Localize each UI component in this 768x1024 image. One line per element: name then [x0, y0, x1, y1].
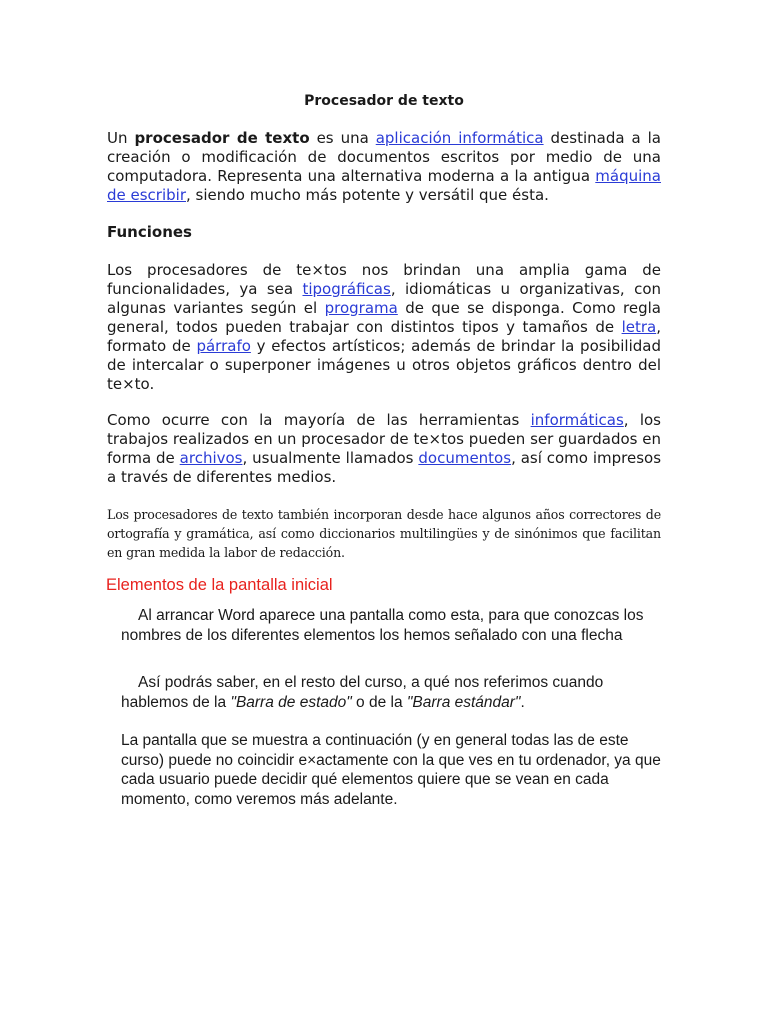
italic-term: "Barra de estado" — [230, 693, 352, 711]
text: Los procesadores de te×tos nos brindan una amplia gama de funcionalidades, ya sea — [107, 261, 661, 298]
text: Al arrancar Word aparece una pantalla como esta, para que conozcas los nombres de los diferentes elementos los hemos señalado con una flecha — [121, 607, 644, 644]
italic-term: "Barra estándar" — [406, 693, 521, 711]
heading-elementos: Elementos de la pantalla inicial — [106, 576, 333, 594]
link-parrafo[interactable]: párrafo — [196, 337, 251, 355]
text: o de la — [351, 693, 407, 711]
text: y efectos artísticos; además de brindar la posibilidad de intercalar o superponer imágenes u otros objetos gráficos dentro del te×to. — [107, 337, 661, 393]
text: de que se disponga. Como regla general, todos pueden trabajar con distintos tipos y tamaños de — [107, 299, 661, 336]
text: , idiomáticas u organizativas, con algunas variantes según el — [107, 280, 662, 317]
text: , usualmente llamados — [242, 449, 419, 467]
text: , formato de — [107, 318, 661, 355]
text: destinada a la creación o modificación de documentos escritos por medio de una computadora. Representa una alternativa moderna a la antigua — [107, 129, 661, 185]
bold-term: procesador de texto — [134, 129, 310, 147]
paragraph-arrancar-word — [121, 606, 666, 645]
heading-funciones: Funciones — [107, 223, 192, 241]
text: es una — [309, 129, 376, 147]
link-maquina-de-escribir[interactable]: máquina de escribir — [107, 167, 661, 204]
text: , así como impresos a través de diferentes medios. — [107, 449, 662, 486]
text: Un — [107, 129, 135, 147]
paragraph-barras — [121, 673, 666, 712]
text: , siendo mucho más potente y versátil que ésta. — [186, 186, 549, 204]
paragraph-intro — [107, 129, 661, 205]
link-informaticas[interactable]: informáticas — [530, 411, 624, 429]
page-title: Procesador de texto — [304, 93, 464, 109]
paragraph-pantalla: La pantalla que se muestra a continuación (y en general todas las de este curso) puede no coincidir e×actamente con la que ves en tu ordenador, ya que cada usuario puede decidir qué elementos quiere que se vean en cada momento, como veremos más adelante. — [121, 732, 661, 808]
text: Como ocurre con la mayoría de las herramientas — [107, 411, 531, 429]
link-archivos[interactable]: archivos — [179, 449, 243, 467]
link-programa[interactable]: programa — [324, 299, 398, 317]
link-aplicacion-informatica[interactable]: aplicación informática — [375, 129, 544, 147]
text: Así podrás saber, en el resto del curso, a qué nos referimos cuando hablemos de la — [121, 674, 604, 711]
paragraph-herramientas — [107, 411, 661, 487]
link-documentos[interactable]: documentos — [418, 449, 512, 467]
link-tipograficas[interactable]: tipográficas — [302, 280, 391, 298]
paragraph-correctores: Los procesadores de texto también incorporan desde hace algunos años correctores de ortografía y gramática, así como diccionarios multilingües y de sinónimos que facilitan en gran medida la labor de redacción. — [107, 507, 661, 560]
text: . — [520, 693, 525, 711]
paragraph-funciones — [107, 261, 661, 394]
link-letra[interactable]: letra — [621, 318, 657, 336]
text: , los trabajos realizados en un procesador de te×tos pueden ser guardados en forma de — [107, 411, 661, 467]
